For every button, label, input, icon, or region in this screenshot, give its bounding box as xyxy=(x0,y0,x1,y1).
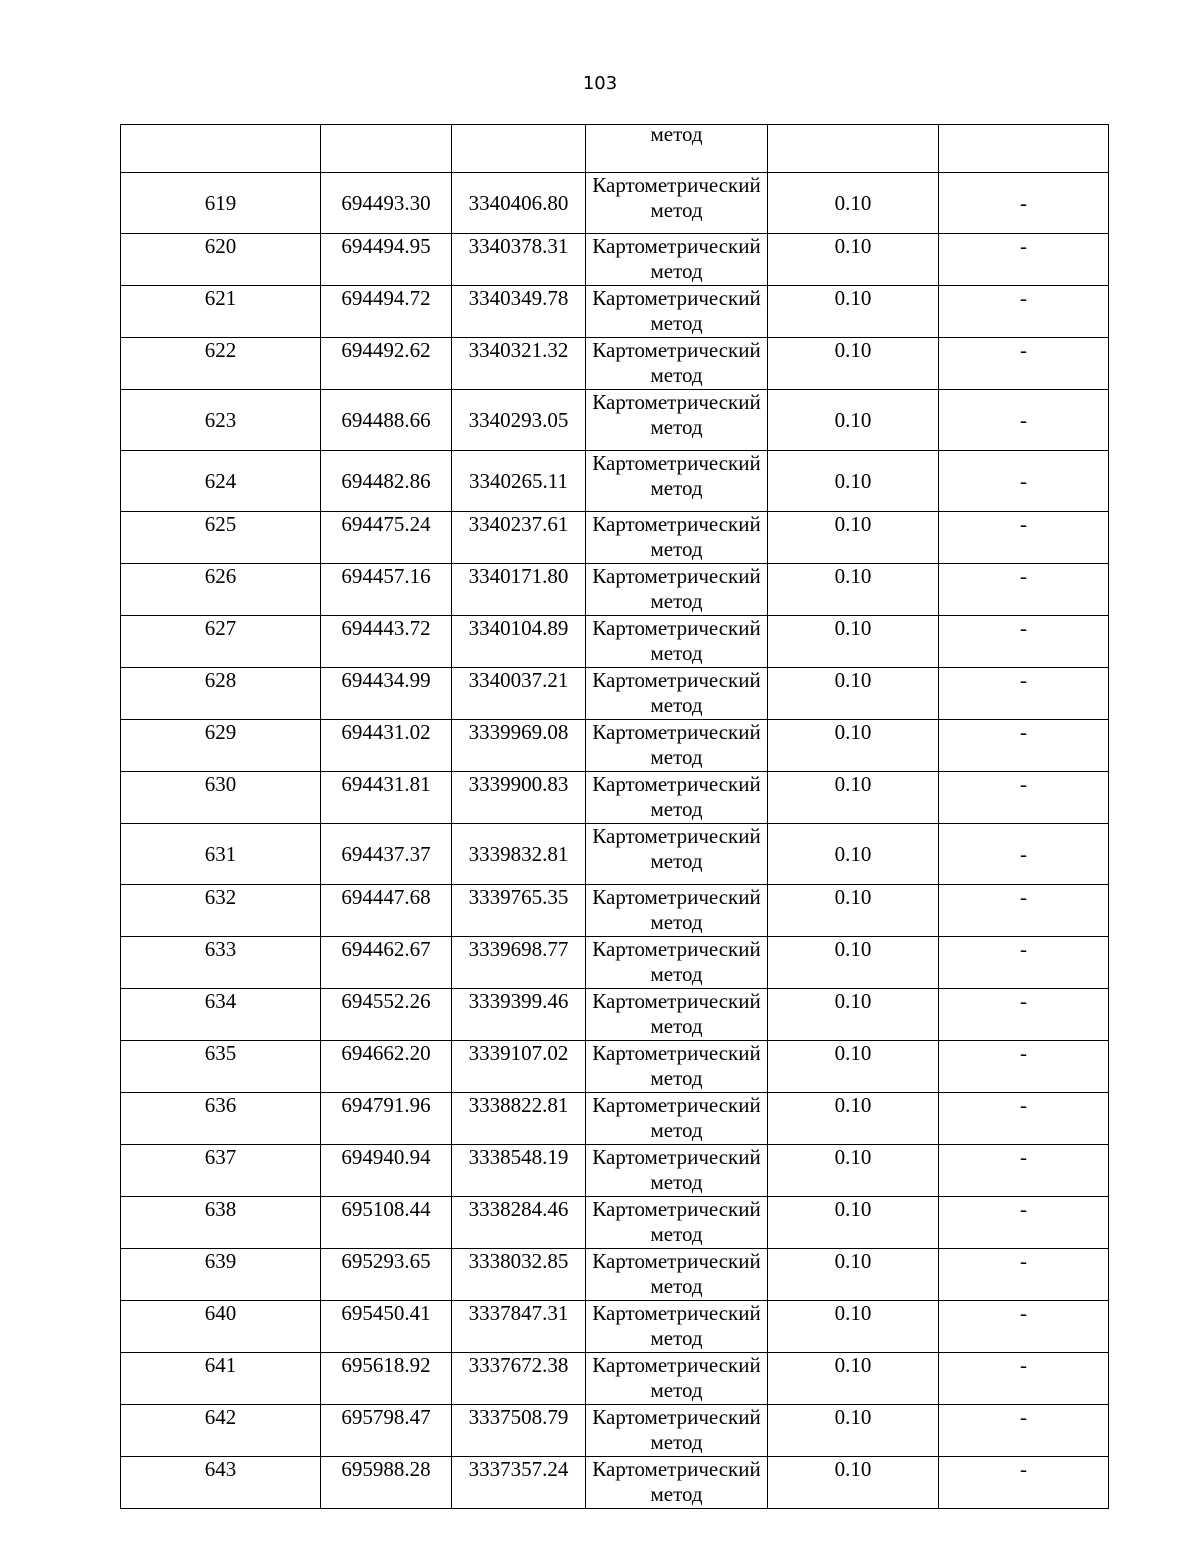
cell-y: 3337357.24 xyxy=(452,1457,586,1509)
table-row xyxy=(121,173,1109,234)
cell-note: - xyxy=(939,989,1109,1041)
cell-note: - xyxy=(939,1093,1109,1145)
table-row xyxy=(121,824,1109,885)
method-line: метод xyxy=(650,415,703,439)
cell-precision: 0.10 xyxy=(768,338,939,390)
cell-y: 3339107.02 xyxy=(452,1041,586,1093)
cell-y: 3340237.61 xyxy=(452,512,586,564)
cell-x: 694447.68 xyxy=(321,885,452,937)
cell-point: 622 xyxy=(121,338,321,390)
cell-method xyxy=(586,125,768,173)
method-line: Картометрический xyxy=(592,1249,761,1273)
cell-x: 695618.92 xyxy=(321,1353,452,1405)
method-line: метод xyxy=(650,363,703,387)
cell-method xyxy=(586,989,768,1041)
cell-y: 3339969.08 xyxy=(452,720,586,772)
cell-note: - xyxy=(939,885,1109,937)
cell-point: 633 xyxy=(121,937,321,989)
cell-y: 3340037.21 xyxy=(452,668,586,720)
cell-precision: 0.10 xyxy=(768,1145,939,1197)
table-row xyxy=(121,1457,1109,1509)
cell-y: 3339765.35 xyxy=(452,885,586,937)
method-line: метод xyxy=(650,797,703,821)
cell-x: 694940.94 xyxy=(321,1145,452,1197)
cell-note: - xyxy=(939,1301,1109,1353)
cell-note: - xyxy=(939,338,1109,390)
cell-point: 620 xyxy=(121,234,321,286)
cell-note: - xyxy=(939,451,1109,512)
method-line: Картометрический xyxy=(592,937,761,961)
cell-precision: 0.10 xyxy=(768,1041,939,1093)
cell-y: 3339832.81 xyxy=(452,824,586,885)
cell-method xyxy=(586,1301,768,1353)
method-line: Картометрический xyxy=(592,668,761,692)
cell-note: - xyxy=(939,564,1109,616)
method-line: метод xyxy=(650,198,703,222)
method-line: Картометрический xyxy=(592,564,761,588)
cell-point: 638 xyxy=(121,1197,321,1249)
cell-note: - xyxy=(939,1145,1109,1197)
cell-precision: 0.10 xyxy=(768,989,939,1041)
cell-x: 695293.65 xyxy=(321,1249,452,1301)
cell-precision: 0.10 xyxy=(768,1353,939,1405)
method-line: Картометрический xyxy=(592,616,761,640)
method-line: Картометрический xyxy=(592,286,761,310)
cell-y: 3337508.79 xyxy=(452,1405,586,1457)
cell-note: - xyxy=(939,668,1109,720)
table-row xyxy=(121,772,1109,824)
method-line: метод xyxy=(650,124,703,146)
method-line: метод xyxy=(650,1170,703,1194)
cell-x: 695450.41 xyxy=(321,1301,452,1353)
method-line: Картометрический xyxy=(592,772,761,796)
table-row xyxy=(121,1041,1109,1093)
cell-note: - xyxy=(939,512,1109,564)
cell-note: - xyxy=(939,390,1109,451)
cell-note: - xyxy=(939,234,1109,286)
cell-method xyxy=(586,772,768,824)
cell-precision: 0.10 xyxy=(768,937,939,989)
cell-x: 694434.99 xyxy=(321,668,452,720)
cell-precision: 0.10 xyxy=(768,512,939,564)
method-line: Картометрический xyxy=(592,1041,761,1065)
cell-note: - xyxy=(939,616,1109,668)
cell-method xyxy=(586,338,768,390)
cell-point: 627 xyxy=(121,616,321,668)
cell-method xyxy=(586,451,768,512)
table-row xyxy=(121,512,1109,564)
cell-y: 3340321.32 xyxy=(452,338,586,390)
cell-point: 641 xyxy=(121,1353,321,1405)
table-row xyxy=(121,616,1109,668)
cell-precision: 0.10 xyxy=(768,885,939,937)
coordinates-table xyxy=(120,124,1109,1509)
method-line: Картометрический xyxy=(592,173,761,197)
table-row xyxy=(121,451,1109,512)
method-line: Картометрический xyxy=(592,1093,761,1117)
cell-y: 3337847.31 xyxy=(452,1301,586,1353)
cell-point: 628 xyxy=(121,668,321,720)
cell-point: 636 xyxy=(121,1093,321,1145)
cell-precision xyxy=(768,125,939,173)
method-line: метод xyxy=(650,311,703,335)
method-line: метод xyxy=(650,1430,703,1454)
cell-x xyxy=(321,125,452,173)
cell-method xyxy=(586,824,768,885)
cell-y: 3340349.78 xyxy=(452,286,586,338)
cell-precision: 0.10 xyxy=(768,772,939,824)
table-row xyxy=(121,885,1109,937)
method-line: метод xyxy=(650,745,703,769)
method-line: Картометрический xyxy=(592,338,761,362)
cell-x: 694462.67 xyxy=(321,937,452,989)
cell-method xyxy=(586,937,768,989)
cell-method xyxy=(586,1249,768,1301)
table-row xyxy=(121,1353,1109,1405)
cell-precision: 0.10 xyxy=(768,1457,939,1509)
cell-precision: 0.10 xyxy=(768,451,939,512)
table-row xyxy=(121,1093,1109,1145)
method-line: метод xyxy=(650,1222,703,1246)
cell-method xyxy=(586,1041,768,1093)
cell-point: 643 xyxy=(121,1457,321,1509)
method-line: Картометрический xyxy=(592,1405,761,1429)
cell-note: - xyxy=(939,772,1109,824)
cell-x: 694431.81 xyxy=(321,772,452,824)
method-line: метод xyxy=(650,537,703,561)
method-line: Картометрический xyxy=(592,1353,761,1377)
method-line: метод xyxy=(650,259,703,283)
cell-point: 623 xyxy=(121,390,321,451)
cell-x: 694437.37 xyxy=(321,824,452,885)
table-row xyxy=(121,1405,1109,1457)
cell-x: 694552.26 xyxy=(321,989,452,1041)
cell-y: 3337672.38 xyxy=(452,1353,586,1405)
cell-note xyxy=(939,125,1109,173)
method-line: Картометрический xyxy=(592,512,761,536)
method-line: Картометрический xyxy=(592,390,761,414)
cell-precision: 0.10 xyxy=(768,1249,939,1301)
cell-point: 624 xyxy=(121,451,321,512)
cell-point xyxy=(121,125,321,173)
cell-method xyxy=(586,1145,768,1197)
cell-point: 621 xyxy=(121,286,321,338)
cell-note: - xyxy=(939,286,1109,338)
method-line: метод xyxy=(650,589,703,613)
cell-point: 637 xyxy=(121,1145,321,1197)
cell-note: - xyxy=(939,1405,1109,1457)
cell-note: - xyxy=(939,1041,1109,1093)
cell-x: 695798.47 xyxy=(321,1405,452,1457)
page-number: 103 xyxy=(582,73,618,94)
cell-precision: 0.10 xyxy=(768,1093,939,1145)
method-line: Картометрический xyxy=(592,1457,761,1481)
cell-x: 694488.66 xyxy=(321,390,452,451)
cell-point: 631 xyxy=(121,824,321,885)
cell-note: - xyxy=(939,1249,1109,1301)
cell-precision: 0.10 xyxy=(768,234,939,286)
cell-method xyxy=(586,1457,768,1509)
cell-y: 3340171.80 xyxy=(452,564,586,616)
cell-note: - xyxy=(939,1197,1109,1249)
cell-method xyxy=(586,1093,768,1145)
cell-note: - xyxy=(939,720,1109,772)
cell-method xyxy=(586,234,768,286)
method-line: Картометрический xyxy=(592,885,761,909)
cell-y: 3339698.77 xyxy=(452,937,586,989)
cell-point: 630 xyxy=(121,772,321,824)
method-line: метод xyxy=(650,1118,703,1142)
cell-x: 695988.28 xyxy=(321,1457,452,1509)
method-line: Картометрический xyxy=(592,1145,761,1169)
cell-precision: 0.10 xyxy=(768,173,939,234)
cell-point: 629 xyxy=(121,720,321,772)
cell-y: 3338284.46 xyxy=(452,1197,586,1249)
cell-precision: 0.10 xyxy=(768,668,939,720)
cell-point: 640 xyxy=(121,1301,321,1353)
cell-method xyxy=(586,668,768,720)
table-row xyxy=(121,668,1109,720)
cell-method xyxy=(586,286,768,338)
cell-y xyxy=(452,125,586,173)
cell-method xyxy=(586,173,768,234)
method-line: Картометрический xyxy=(592,989,761,1013)
cell-point: 632 xyxy=(121,885,321,937)
method-line: метод xyxy=(650,476,703,500)
cell-method xyxy=(586,1353,768,1405)
method-line: метод xyxy=(650,962,703,986)
cell-precision: 0.10 xyxy=(768,1197,939,1249)
table-row xyxy=(121,989,1109,1041)
cell-method xyxy=(586,885,768,937)
method-line: Картометрический xyxy=(592,720,761,744)
table-row xyxy=(121,234,1109,286)
cell-point: 634 xyxy=(121,989,321,1041)
cell-x: 694431.02 xyxy=(321,720,452,772)
table-row xyxy=(121,338,1109,390)
cell-method xyxy=(586,1197,768,1249)
table-row xyxy=(121,1301,1109,1353)
cell-x: 694475.24 xyxy=(321,512,452,564)
method-line: метод xyxy=(650,1014,703,1038)
table-row xyxy=(121,937,1109,989)
cell-y: 3338822.81 xyxy=(452,1093,586,1145)
method-line: метод xyxy=(650,693,703,717)
cell-y: 3340378.31 xyxy=(452,234,586,286)
cell-point: 625 xyxy=(121,512,321,564)
cell-note: - xyxy=(939,173,1109,234)
cell-x: 694443.72 xyxy=(321,616,452,668)
cell-note: - xyxy=(939,1457,1109,1509)
cell-method xyxy=(586,720,768,772)
cell-x: 694482.86 xyxy=(321,451,452,512)
cell-y: 3338548.19 xyxy=(452,1145,586,1197)
cell-x: 694492.62 xyxy=(321,338,452,390)
cell-precision: 0.10 xyxy=(768,824,939,885)
method-line: Картометрический xyxy=(592,234,761,258)
cell-precision: 0.10 xyxy=(768,564,939,616)
method-line: Картометрический xyxy=(592,1197,761,1221)
cell-point: 639 xyxy=(121,1249,321,1301)
method-line: метод xyxy=(650,1274,703,1298)
cell-precision: 0.10 xyxy=(768,616,939,668)
cell-precision: 0.10 xyxy=(768,390,939,451)
method-line: Картометрический xyxy=(592,824,761,848)
method-line: метод xyxy=(650,1066,703,1090)
method-line: Картометрический xyxy=(592,1301,761,1325)
table-row xyxy=(121,1197,1109,1249)
cell-precision: 0.10 xyxy=(768,286,939,338)
table-row xyxy=(121,1145,1109,1197)
cell-point: 642 xyxy=(121,1405,321,1457)
cell-x: 694662.20 xyxy=(321,1041,452,1093)
cell-x: 695108.44 xyxy=(321,1197,452,1249)
table-row xyxy=(121,720,1109,772)
table-row xyxy=(121,1249,1109,1301)
cell-method xyxy=(586,564,768,616)
cell-method xyxy=(586,390,768,451)
cell-x: 694791.96 xyxy=(321,1093,452,1145)
cell-x: 694494.72 xyxy=(321,286,452,338)
method-line: метод xyxy=(650,849,703,873)
cell-point: 626 xyxy=(121,564,321,616)
cell-x: 694494.95 xyxy=(321,234,452,286)
method-line: метод xyxy=(650,1482,703,1506)
method-line: Картометрический xyxy=(592,451,761,475)
cell-y: 3340293.05 xyxy=(452,390,586,451)
cell-y: 3340265.11 xyxy=(452,451,586,512)
cell-note: - xyxy=(939,937,1109,989)
cell-precision: 0.10 xyxy=(768,720,939,772)
cell-y: 3339399.46 xyxy=(452,989,586,1041)
table-body xyxy=(121,125,1109,1509)
continuation-row xyxy=(121,125,1109,173)
method-line: метод xyxy=(650,1378,703,1402)
table-row xyxy=(121,286,1109,338)
method-line: метод xyxy=(650,1326,703,1350)
cell-y: 3338032.85 xyxy=(452,1249,586,1301)
method-line: метод xyxy=(650,641,703,665)
cell-x: 694493.30 xyxy=(321,173,452,234)
method-line: метод xyxy=(650,910,703,934)
cell-y: 3340104.89 xyxy=(452,616,586,668)
cell-precision: 0.10 xyxy=(768,1405,939,1457)
cell-x: 694457.16 xyxy=(321,564,452,616)
table-row xyxy=(121,390,1109,451)
cell-point: 619 xyxy=(121,173,321,234)
cell-note: - xyxy=(939,1353,1109,1405)
cell-note: - xyxy=(939,824,1109,885)
cell-method xyxy=(586,616,768,668)
cell-point: 635 xyxy=(121,1041,321,1093)
cell-precision: 0.10 xyxy=(768,1301,939,1353)
cell-method xyxy=(586,1405,768,1457)
cell-y: 3340406.80 xyxy=(452,173,586,234)
table-row xyxy=(121,564,1109,616)
cell-y: 3339900.83 xyxy=(452,772,586,824)
cell-method xyxy=(586,512,768,564)
